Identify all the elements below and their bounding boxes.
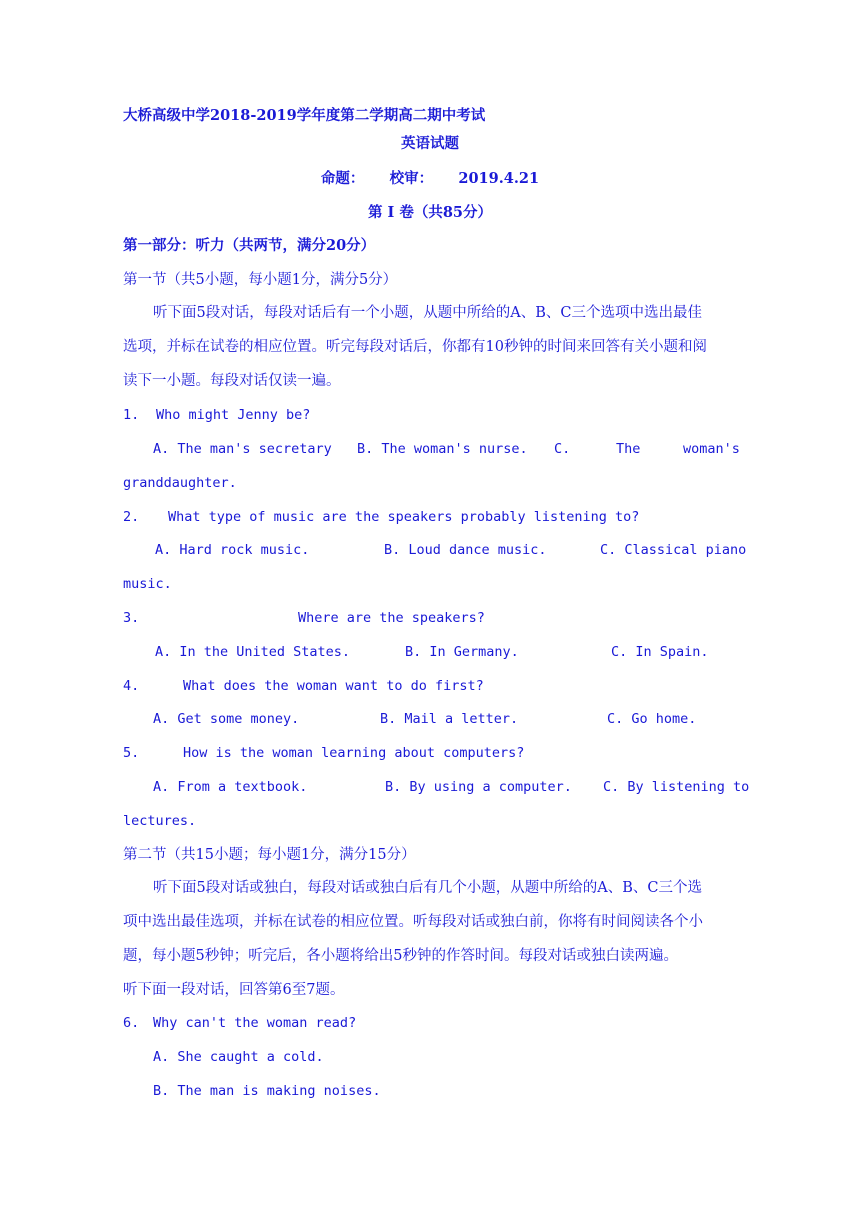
question-stem: What does the woman want to do first? <box>183 678 484 694</box>
instruction-line: 读下一小题。每段对话仅读一遍。 <box>123 373 341 389</box>
question-number: 3. <box>123 610 140 626</box>
question-stem: Why can't the woman read? <box>153 1015 357 1031</box>
option-a: A. Get some money. <box>153 711 300 727</box>
option-c: C. <box>554 441 571 457</box>
option-b: B. The man is making noises. <box>153 1083 381 1099</box>
question-stem: How is the woman learning about computers? <box>183 745 525 761</box>
question-stem: Who might Jenny be? <box>156 407 311 423</box>
question-number: 6. <box>123 1015 140 1031</box>
question-number: 2. <box>123 509 140 525</box>
option-b: B. The woman's nurse. <box>357 441 528 457</box>
option-continuation: lectures. <box>123 813 197 829</box>
instruction-line: 项中选出最佳选项，并标在试卷的相应位置。听每段对话或独白前，你将有时间阅读各个小 <box>123 914 703 930</box>
option-c: woman's <box>683 441 740 457</box>
option-a: A. She caught a cold. <box>153 1049 324 1065</box>
question-number: 5. <box>123 745 140 761</box>
dialog-intro: 听下面一段对话，回答第6至7题。 <box>123 982 345 998</box>
option-b: B. In Germany. <box>405 644 519 660</box>
question-stem: Where are the speakers? <box>298 610 485 626</box>
question-stem: What type of music are the speakers probably listening to? <box>168 509 640 525</box>
option-b: B. Mail a letter. <box>380 711 519 727</box>
option-continuation: music. <box>123 576 172 592</box>
option-c: C. Go home. <box>607 711 697 727</box>
instruction-line: 选项，并标在试卷的相应位置。听完每段对话后，你都有10秒钟的时间来回答有关小题和阅 <box>123 339 707 355</box>
option-b: B. Loud dance music. <box>384 542 547 558</box>
option-continuation: granddaughter. <box>123 475 237 491</box>
option-c: C. By listening to <box>603 779 750 795</box>
instruction-line: 听下面5段对话或独白，每段对话或独白后有几个小题，从题中所给的A、B、C三个选 <box>153 880 702 896</box>
option-c: C. Classical piano <box>600 542 747 558</box>
subject-title: 英语试题 <box>401 135 459 152</box>
option-a: A. The man's secretary <box>153 441 332 457</box>
option-b: B. By using a computer. <box>385 779 572 795</box>
section2-title: 第二节（共15小题；每小题1分，满分15分） <box>123 847 416 863</box>
question-number: 1. <box>123 407 140 423</box>
option-c: The <box>616 441 641 457</box>
instruction-line: 题，每小题5秒钟；听完后，各小题将给出5秒钟的作答时间。每段对话或独白读两遍。 <box>123 948 678 964</box>
option-c: C. In Spain. <box>611 644 709 660</box>
part1-title: 第一部分：听力（共两节，满分20分） <box>123 237 376 254</box>
section1-title: 第一节（共5小题，每小题1分，满分5分） <box>123 272 398 288</box>
question-number: 4. <box>123 678 140 694</box>
instruction-line: 听下面5段对话，每段对话后有一个小题，从题中所给的A、B、C三个选项中选出最佳 <box>153 305 702 321</box>
option-a: A. In the United States. <box>155 644 351 660</box>
volume-title: 第 I 卷（共85分） <box>367 204 493 221</box>
school-title: 大桥高级中学2018-2019学年度第二学期高二期中考试 <box>123 107 486 124</box>
meta-line: 命题： 校审： 2019.4.21 <box>320 170 540 187</box>
option-a: A. From a textbook. <box>153 779 308 795</box>
option-a: A. Hard rock music. <box>155 542 310 558</box>
